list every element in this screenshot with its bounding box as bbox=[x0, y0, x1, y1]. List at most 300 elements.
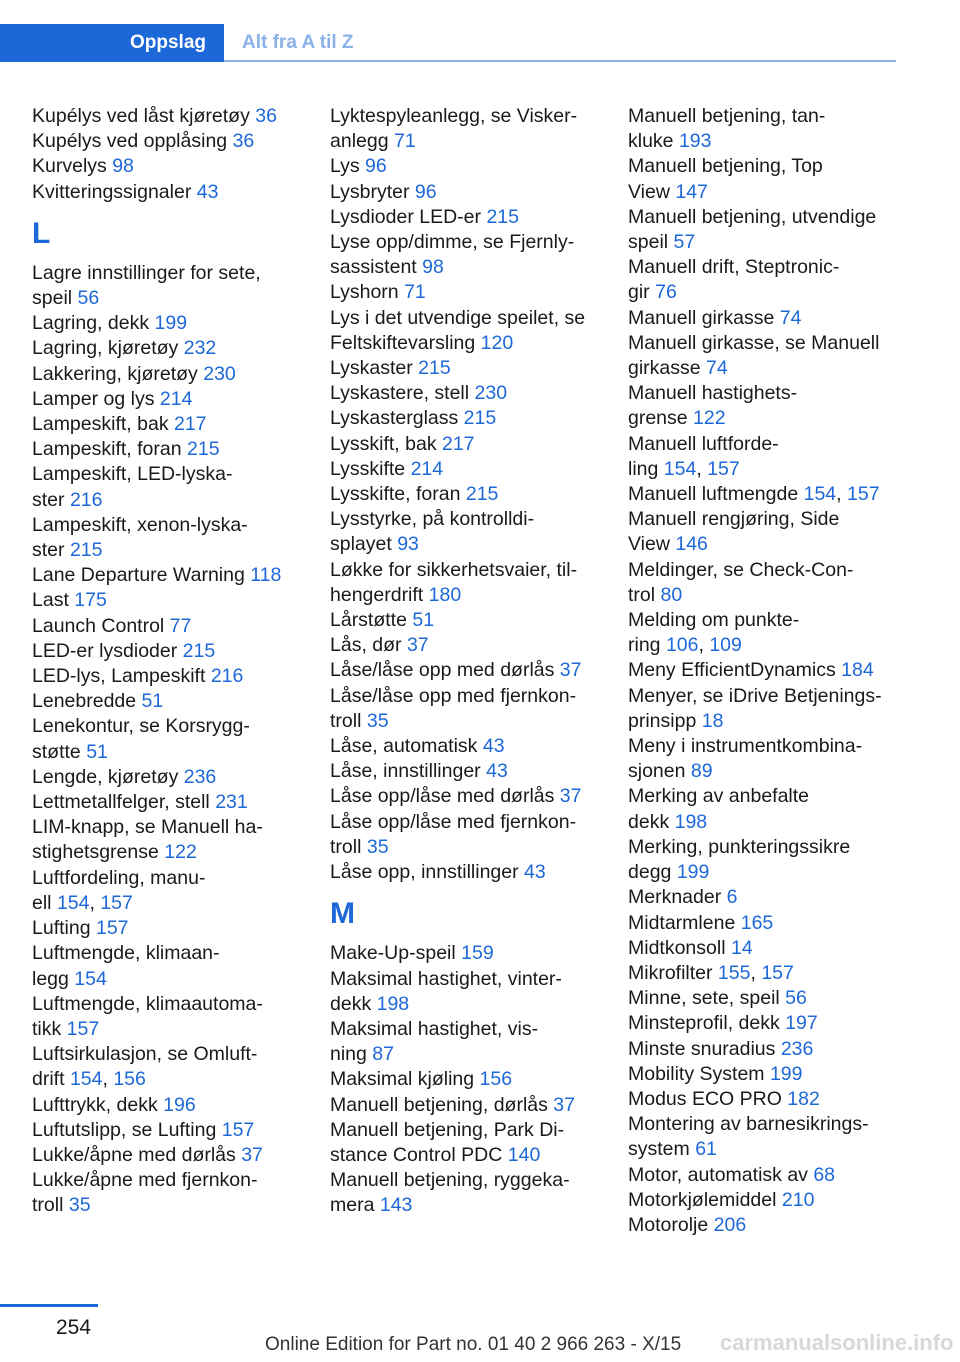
entry-term: Låse opp/låse med dørlås bbox=[330, 785, 560, 808]
entry-term-continued: speil bbox=[628, 231, 674, 254]
entry-term-continued: prinsipp bbox=[628, 709, 702, 732]
entry-term: Manuell betjening, Park Di- bbox=[330, 1118, 565, 1141]
index-entry bbox=[628, 1011, 928, 1036]
page-link[interactable]: 157 bbox=[761, 961, 794, 984]
page-link[interactable]: 216 bbox=[210, 665, 244, 688]
entry-term: Motor, automatisk av bbox=[628, 1163, 814, 1186]
entry-term-continued: ring bbox=[628, 634, 666, 657]
page-link[interactable]: 74 bbox=[706, 357, 728, 380]
page-link[interactable]: 215 bbox=[418, 357, 451, 380]
entry-term: Midtarmlene bbox=[628, 911, 741, 934]
page-link[interactable]: 89 bbox=[690, 760, 713, 783]
page-link[interactable]: 147 bbox=[675, 180, 708, 203]
page-link[interactable]: 215 bbox=[187, 438, 220, 461]
index-entry bbox=[628, 381, 928, 431]
entry-continuation bbox=[330, 583, 626, 608]
page-link[interactable]: 199 bbox=[676, 861, 710, 884]
page-link[interactable]: 96 bbox=[365, 155, 387, 178]
entry-term-continued: speil bbox=[32, 287, 78, 310]
index-entry bbox=[330, 558, 626, 608]
entry-term: Kupélys ved låst kjøretøy bbox=[32, 105, 256, 127]
index-entry bbox=[628, 986, 928, 1011]
tab-alt-fra-a-til-z[interactable]: Alt fra A til Z bbox=[242, 32, 354, 53]
entry-term-continued: ling bbox=[628, 457, 664, 480]
page-link[interactable]: 199 bbox=[769, 1062, 803, 1085]
index-entry bbox=[32, 513, 328, 563]
index-entry bbox=[628, 1188, 928, 1213]
section-letter: M bbox=[330, 897, 355, 931]
index-entry bbox=[32, 412, 328, 437]
entry-term-continued: sassistent bbox=[330, 256, 423, 279]
entry-term-continued: troll bbox=[330, 835, 367, 858]
entry-term-continued: tikk bbox=[32, 1017, 67, 1040]
page-link[interactable]: 217 bbox=[441, 432, 475, 455]
entry-term: Lårstøtte bbox=[330, 609, 413, 632]
entry-term: Lakkering, kjøretøy bbox=[32, 362, 204, 385]
index-entry bbox=[330, 1168, 626, 1218]
page-link[interactable]: 180 bbox=[428, 583, 462, 606]
page-link[interactable]: 51 bbox=[141, 690, 164, 713]
entry-term: Lenebredde bbox=[32, 690, 142, 713]
page-link[interactable]: 230 bbox=[474, 382, 508, 405]
entry-continuation bbox=[628, 860, 928, 885]
page-link[interactable]: 215 bbox=[465, 483, 499, 506]
index-entry bbox=[32, 387, 328, 412]
entry-continuation bbox=[628, 406, 928, 431]
entry-term-continued: View bbox=[628, 533, 676, 556]
page-link[interactable]: 215 bbox=[486, 205, 519, 228]
page-link[interactable]: 43 bbox=[524, 861, 546, 884]
entry-term: Lysstyrke, på kontrolldi- bbox=[330, 508, 535, 531]
index-entry bbox=[32, 311, 328, 336]
page-link[interactable]: 120 bbox=[480, 331, 514, 354]
index-entry bbox=[330, 180, 626, 205]
entry-term: Minsteprofil, dekk bbox=[628, 1012, 786, 1035]
entry-term-continued: stance Control PDC bbox=[330, 1143, 508, 1166]
watermark: carmanualsonline.info bbox=[720, 1330, 954, 1355]
page-link[interactable]: 80 bbox=[660, 583, 683, 606]
page-link[interactable]: 157 bbox=[221, 1118, 255, 1141]
index-entry bbox=[628, 1112, 928, 1162]
index-entry bbox=[628, 1087, 928, 1112]
entry-term: Lufting bbox=[32, 917, 96, 940]
page-link[interactable]: 159 bbox=[461, 942, 494, 965]
entry-continuation bbox=[330, 1193, 626, 1218]
page-link[interactable]: 57 bbox=[673, 231, 696, 254]
entry-term-continued: dekk bbox=[330, 992, 377, 1015]
page-link[interactable]: 118 bbox=[250, 564, 282, 587]
index-entry bbox=[32, 1093, 328, 1118]
index-entry bbox=[330, 104, 626, 154]
index-entry bbox=[628, 1062, 928, 1087]
entry-term: Lagring, kjøretøy bbox=[32, 337, 184, 360]
page-link[interactable]: 122 bbox=[164, 841, 197, 864]
entry-term: Maksimal kjøling bbox=[330, 1068, 480, 1091]
page-link[interactable]: 155 bbox=[717, 961, 751, 984]
index-entry bbox=[628, 1037, 928, 1062]
entry-term: Lampeskift, foran bbox=[32, 438, 187, 461]
page-link[interactable]: 157 bbox=[95, 917, 129, 940]
index-entry bbox=[32, 866, 328, 916]
page-link[interactable]: 157 bbox=[707, 457, 740, 480]
page-link[interactable]: 215 bbox=[69, 539, 103, 562]
entry-term: Lys bbox=[330, 155, 366, 178]
entry-continuation bbox=[32, 840, 328, 865]
entry-term-continued: grense bbox=[628, 407, 694, 430]
index-entry bbox=[330, 230, 626, 280]
page-link[interactable]: 197 bbox=[785, 1012, 818, 1035]
entry-term: Lys i det utvendige speilet, se bbox=[330, 306, 586, 329]
index-entry bbox=[32, 437, 328, 462]
entry-term: Manuell girkasse, se Manuell bbox=[628, 331, 880, 354]
index-entry bbox=[32, 689, 328, 714]
page-link[interactable]: 199 bbox=[154, 312, 188, 335]
entry-term: Låse opp/låse med fjernkon- bbox=[330, 810, 577, 833]
page-link[interactable]: 51 bbox=[412, 609, 435, 632]
index-entry bbox=[32, 563, 328, 588]
page-link[interactable]: 68 bbox=[813, 1163, 836, 1186]
entry-continuation bbox=[330, 129, 626, 154]
page-link[interactable]: 76 bbox=[655, 281, 677, 304]
entry-term: Luftutslipp, se Lufting bbox=[32, 1118, 222, 1141]
index-entry bbox=[32, 588, 328, 613]
edition-note: Online Edition for Part no. 01 40 2 966 263 - X/15 bbox=[265, 1334, 682, 1355]
entry-term-continued: støtte bbox=[32, 740, 87, 763]
entry-continuation bbox=[628, 356, 928, 381]
index-entry bbox=[330, 205, 626, 230]
entry-term: Minne, sete, speil bbox=[628, 987, 786, 1010]
index-entry bbox=[628, 306, 928, 331]
page-link[interactable]: 156 bbox=[479, 1068, 513, 1091]
index-entry bbox=[32, 765, 328, 790]
entry-term: Låse, innstillinger bbox=[330, 760, 487, 783]
page-link[interactable]: 43 bbox=[196, 180, 219, 203]
entry-term-continued: ster bbox=[32, 539, 70, 562]
index-entry bbox=[628, 658, 928, 683]
page-link[interactable]: 232 bbox=[183, 337, 217, 360]
page-link[interactable]: 215 bbox=[182, 639, 216, 662]
entry-term-continued: troll bbox=[32, 1194, 69, 1217]
page-link[interactable]: 156 bbox=[113, 1068, 146, 1091]
entry-term: Lysskifte, foran bbox=[330, 483, 466, 506]
entry-continuation bbox=[330, 835, 626, 860]
index-entry bbox=[628, 1213, 928, 1238]
page-link[interactable]: 71 bbox=[404, 281, 426, 304]
index-entry bbox=[330, 1067, 626, 1092]
entry-continuation bbox=[628, 532, 928, 557]
index-entry bbox=[32, 664, 328, 689]
page-link[interactable]: 157 bbox=[100, 891, 133, 914]
entry-continuation bbox=[32, 286, 328, 311]
entry-term-continued: anlegg bbox=[330, 130, 394, 153]
entry-term: Lyshorn bbox=[330, 281, 405, 304]
page-link[interactable]: 71 bbox=[393, 130, 416, 153]
entry-continuation bbox=[628, 810, 928, 835]
entry-continuation: ell 154, 157 bbox=[32, 891, 133, 914]
entry-continuation bbox=[628, 759, 928, 784]
page-link[interactable]: 61 bbox=[695, 1138, 717, 1161]
entry-term: Lukke/åpne med fjernkon- bbox=[32, 1169, 258, 1192]
index-entry: Manuell luftmengde 154, 157 bbox=[628, 483, 880, 506]
entry-term: Lås, dør bbox=[330, 634, 407, 657]
page-link[interactable]: 157 bbox=[847, 483, 880, 506]
index-entry bbox=[32, 815, 328, 865]
page-link[interactable]: 184 bbox=[841, 659, 874, 682]
entry-term: Meny EfficientDynamics bbox=[628, 659, 842, 682]
entry-continuation bbox=[32, 740, 328, 765]
page-link[interactable]: 217 bbox=[173, 413, 207, 436]
entry-continuation: ling 154, 157 bbox=[628, 457, 740, 480]
entry-continuation bbox=[628, 230, 928, 255]
entry-term-continued: trol bbox=[628, 583, 661, 606]
index-entry bbox=[330, 432, 626, 457]
entry-term: Lettmetallfelger, stell bbox=[32, 791, 216, 814]
page-link[interactable]: 154 bbox=[663, 457, 697, 480]
entry-term-continued: system bbox=[628, 1138, 696, 1161]
entry-continuation bbox=[330, 1143, 626, 1168]
entry-continuation bbox=[330, 255, 626, 280]
entry-term: Lyse opp/dimme, se Fjernly- bbox=[330, 231, 575, 254]
page-link[interactable]: 35 bbox=[366, 709, 389, 732]
index-entry bbox=[330, 967, 626, 1017]
entry-term-continued: gir bbox=[628, 281, 656, 304]
page-number: 254 bbox=[56, 1316, 92, 1339]
entry-term: Låse/låse opp med dørlås bbox=[330, 659, 560, 682]
page-link[interactable]: 122 bbox=[693, 407, 726, 430]
entry-term: Manuell betjening, tan- bbox=[628, 105, 826, 127]
page-link[interactable]: 87 bbox=[372, 1043, 394, 1066]
index-entry bbox=[32, 1168, 328, 1218]
page-link[interactable]: 198 bbox=[376, 992, 410, 1015]
entry-term: Låse/låse opp med fjernkon- bbox=[330, 684, 577, 707]
page-link[interactable]: 36 bbox=[232, 130, 255, 153]
page-link[interactable]: 198 bbox=[674, 810, 708, 833]
page-link[interactable]: 98 bbox=[112, 155, 134, 178]
entry-continuation bbox=[628, 1137, 928, 1162]
page-link[interactable]: 146 bbox=[675, 533, 708, 556]
header-rule bbox=[224, 60, 896, 62]
index-entry bbox=[330, 280, 626, 305]
page-link[interactable]: 43 bbox=[486, 760, 508, 783]
index-entry bbox=[628, 734, 928, 784]
entry-term: Lyktespyleanlegg, se Visker- bbox=[330, 105, 578, 127]
index-entry bbox=[32, 261, 328, 311]
index-entry bbox=[32, 104, 328, 129]
index-entry bbox=[32, 714, 328, 764]
index-entry bbox=[330, 784, 626, 809]
entry-term-continued: degg bbox=[628, 861, 677, 884]
entry-term: Menyer, se iDrive Betjenings- bbox=[628, 684, 882, 707]
entry-term: Melding om punkte- bbox=[628, 609, 800, 632]
page-link[interactable]: 93 bbox=[397, 533, 419, 556]
page-link[interactable]: 182 bbox=[787, 1087, 820, 1110]
entry-term: Lengde, kjøretøy bbox=[32, 765, 184, 788]
index-entry bbox=[330, 154, 626, 179]
page-link[interactable]: 215 bbox=[463, 407, 497, 430]
index-entry bbox=[628, 558, 928, 608]
tab-oppslag[interactable]: Oppslag bbox=[0, 24, 224, 62]
index-entry bbox=[330, 759, 626, 784]
entry-term: Manuell betjening, Top bbox=[628, 155, 823, 178]
index-entry bbox=[628, 507, 928, 557]
page-link[interactable]: 36 bbox=[255, 105, 277, 127]
entry-term-continued: ning bbox=[330, 1043, 373, 1066]
page-link[interactable]: 154 bbox=[74, 967, 107, 990]
entry-term: Lampeskift, xenon-lyska- bbox=[32, 513, 248, 536]
index-entry bbox=[628, 104, 928, 154]
entry-term: Lagre innstillinger for sete, bbox=[32, 261, 261, 284]
page-link[interactable]: 37 bbox=[553, 1093, 575, 1116]
entry-term: Manuell luftmengde bbox=[628, 483, 804, 506]
index-entry bbox=[32, 916, 328, 941]
footer-rule bbox=[0, 1304, 98, 1307]
page-link[interactable]: 77 bbox=[169, 614, 192, 637]
entry-term: Mikrofilter bbox=[628, 961, 718, 984]
index-entry bbox=[628, 432, 928, 482]
page-link[interactable]: 210 bbox=[781, 1188, 815, 1211]
entry-term: Meny i instrumentkombina- bbox=[628, 735, 863, 758]
page-link[interactable]: 35 bbox=[68, 1194, 91, 1217]
page-link[interactable]: 196 bbox=[163, 1093, 196, 1116]
page-link[interactable]: 14 bbox=[730, 936, 753, 959]
index-entry bbox=[32, 941, 328, 991]
entry-continuation bbox=[628, 280, 928, 305]
index-entry bbox=[32, 462, 328, 512]
entry-term: Lamper og lys bbox=[32, 387, 160, 410]
entry-continuation bbox=[330, 331, 626, 356]
entry-term: Manuell luftforde- bbox=[628, 432, 779, 455]
entry-term-continued: mera bbox=[330, 1194, 380, 1217]
page-link[interactable]: 214 bbox=[410, 457, 444, 480]
entry-term: Mobility System bbox=[628, 1062, 770, 1085]
page-link[interactable]: 18 bbox=[701, 709, 724, 732]
page-link[interactable]: 231 bbox=[215, 791, 248, 814]
page-link[interactable]: 56 bbox=[77, 287, 100, 310]
page-link[interactable]: 157 bbox=[66, 1017, 100, 1040]
entry-term-continued: troll bbox=[330, 709, 367, 732]
entry-term: Låse opp, innstillinger bbox=[330, 861, 525, 884]
entry-term-continued: legg bbox=[32, 967, 75, 990]
page-link[interactable]: 51 bbox=[86, 740, 108, 763]
index-entry bbox=[330, 457, 626, 482]
index-entry bbox=[330, 482, 626, 507]
index-entry bbox=[32, 1118, 328, 1143]
index-entry bbox=[32, 336, 328, 361]
page-link[interactable]: 37 bbox=[241, 1143, 263, 1166]
header-bar bbox=[0, 0, 960, 64]
index-entry bbox=[628, 255, 928, 305]
page-link[interactable]: 37 bbox=[406, 634, 429, 657]
page-link[interactable]: 175 bbox=[74, 589, 107, 612]
entry-term: Lagring, dekk bbox=[32, 312, 155, 335]
index-entry bbox=[32, 1143, 328, 1168]
section-letter: L bbox=[32, 216, 51, 250]
page-link[interactable]: 154 bbox=[56, 891, 90, 914]
index-entry bbox=[330, 684, 626, 734]
page-link[interactable]: 74 bbox=[779, 306, 802, 329]
entry-term: Montering av barnesikrings- bbox=[628, 1113, 869, 1136]
page-link[interactable]: 35 bbox=[366, 835, 389, 858]
index-entry bbox=[628, 205, 928, 255]
entry-continuation bbox=[628, 180, 928, 205]
index-entry: Mikrofilter 155, 157 bbox=[628, 961, 794, 984]
page-link[interactable]: 165 bbox=[740, 911, 774, 934]
index-entry bbox=[628, 911, 928, 936]
page-link[interactable]: 43 bbox=[482, 735, 505, 758]
page-link[interactable]: 37 bbox=[559, 659, 582, 682]
entry-continuation bbox=[330, 992, 626, 1017]
entry-term: Manuell drift, Steptronic- bbox=[628, 256, 840, 279]
index-entry bbox=[330, 381, 626, 406]
page-link[interactable]: 193 bbox=[678, 130, 712, 153]
index-entry bbox=[32, 614, 328, 639]
entry-term: Lufttrykk, dekk bbox=[32, 1093, 164, 1116]
index-entry bbox=[628, 154, 928, 204]
page-link[interactable]: 140 bbox=[507, 1143, 541, 1166]
index-entry bbox=[628, 684, 928, 734]
page-link[interactable]: 236 bbox=[183, 765, 217, 788]
entry-term: LED-er lysdioder bbox=[32, 639, 183, 662]
index-entry bbox=[330, 941, 626, 966]
page-link[interactable]: 230 bbox=[203, 362, 236, 385]
index-entry bbox=[330, 406, 626, 431]
entry-term: Last bbox=[32, 589, 75, 612]
entry-term: Lenekontur, se Korsrygg- bbox=[32, 715, 250, 738]
entry-term: Merking av anbefalte bbox=[628, 785, 810, 808]
entry-term: Lysskifte bbox=[330, 457, 411, 480]
page-link[interactable]: 154 bbox=[69, 1068, 103, 1091]
entry-term-continued: girkasse bbox=[628, 357, 707, 380]
index-entry bbox=[330, 860, 626, 885]
entry-term: Lysbryter bbox=[330, 180, 415, 203]
page-link[interactable]: 109 bbox=[709, 634, 742, 657]
entry-term: Make-Up-speil bbox=[330, 942, 462, 965]
entry-term-continued: hengerdrift bbox=[330, 583, 429, 606]
index-entry bbox=[330, 734, 626, 759]
page-link[interactable]: 6 bbox=[726, 886, 738, 909]
index-entry bbox=[628, 936, 928, 961]
entry-term: Minste snuradius bbox=[628, 1037, 781, 1060]
page-link[interactable]: 206 bbox=[713, 1213, 747, 1236]
page-link[interactable]: 236 bbox=[780, 1037, 814, 1060]
entry-term: Merknader bbox=[628, 886, 727, 909]
page-link[interactable]: 143 bbox=[379, 1194, 413, 1217]
page-link[interactable]: 214 bbox=[159, 387, 193, 410]
page-link[interactable]: 37 bbox=[559, 785, 582, 808]
entry-term: Manuell betjening, ryggeka- bbox=[330, 1169, 570, 1192]
entry-term: Launch Control bbox=[32, 614, 170, 637]
entry-term: Manuell rengjøring, Side bbox=[628, 508, 840, 531]
entry-term: Låse, automatisk bbox=[330, 735, 483, 758]
page-link[interactable]: 154 bbox=[803, 483, 837, 506]
index-entry bbox=[330, 1118, 626, 1168]
index-entry bbox=[32, 790, 328, 815]
page-link[interactable]: 216 bbox=[69, 488, 103, 511]
entry-continuation bbox=[330, 709, 626, 734]
page-link[interactable]: 56 bbox=[785, 987, 807, 1010]
entry-term-continued: ell bbox=[32, 891, 57, 914]
entry-continuation bbox=[32, 967, 328, 992]
page-link[interactable]: 96 bbox=[414, 180, 437, 203]
page-link[interactable]: 98 bbox=[422, 256, 444, 279]
entry-term: Luftsirkulasjon, se Omluft- bbox=[32, 1043, 258, 1066]
entry-continuation bbox=[330, 1042, 626, 1067]
entry-term: Meldinger, se Check-Con- bbox=[628, 558, 854, 581]
entry-term-continued: splayet bbox=[330, 533, 398, 556]
index-entry bbox=[628, 608, 928, 658]
page-link[interactable]: 106 bbox=[665, 634, 699, 657]
index-entry bbox=[32, 992, 328, 1042]
